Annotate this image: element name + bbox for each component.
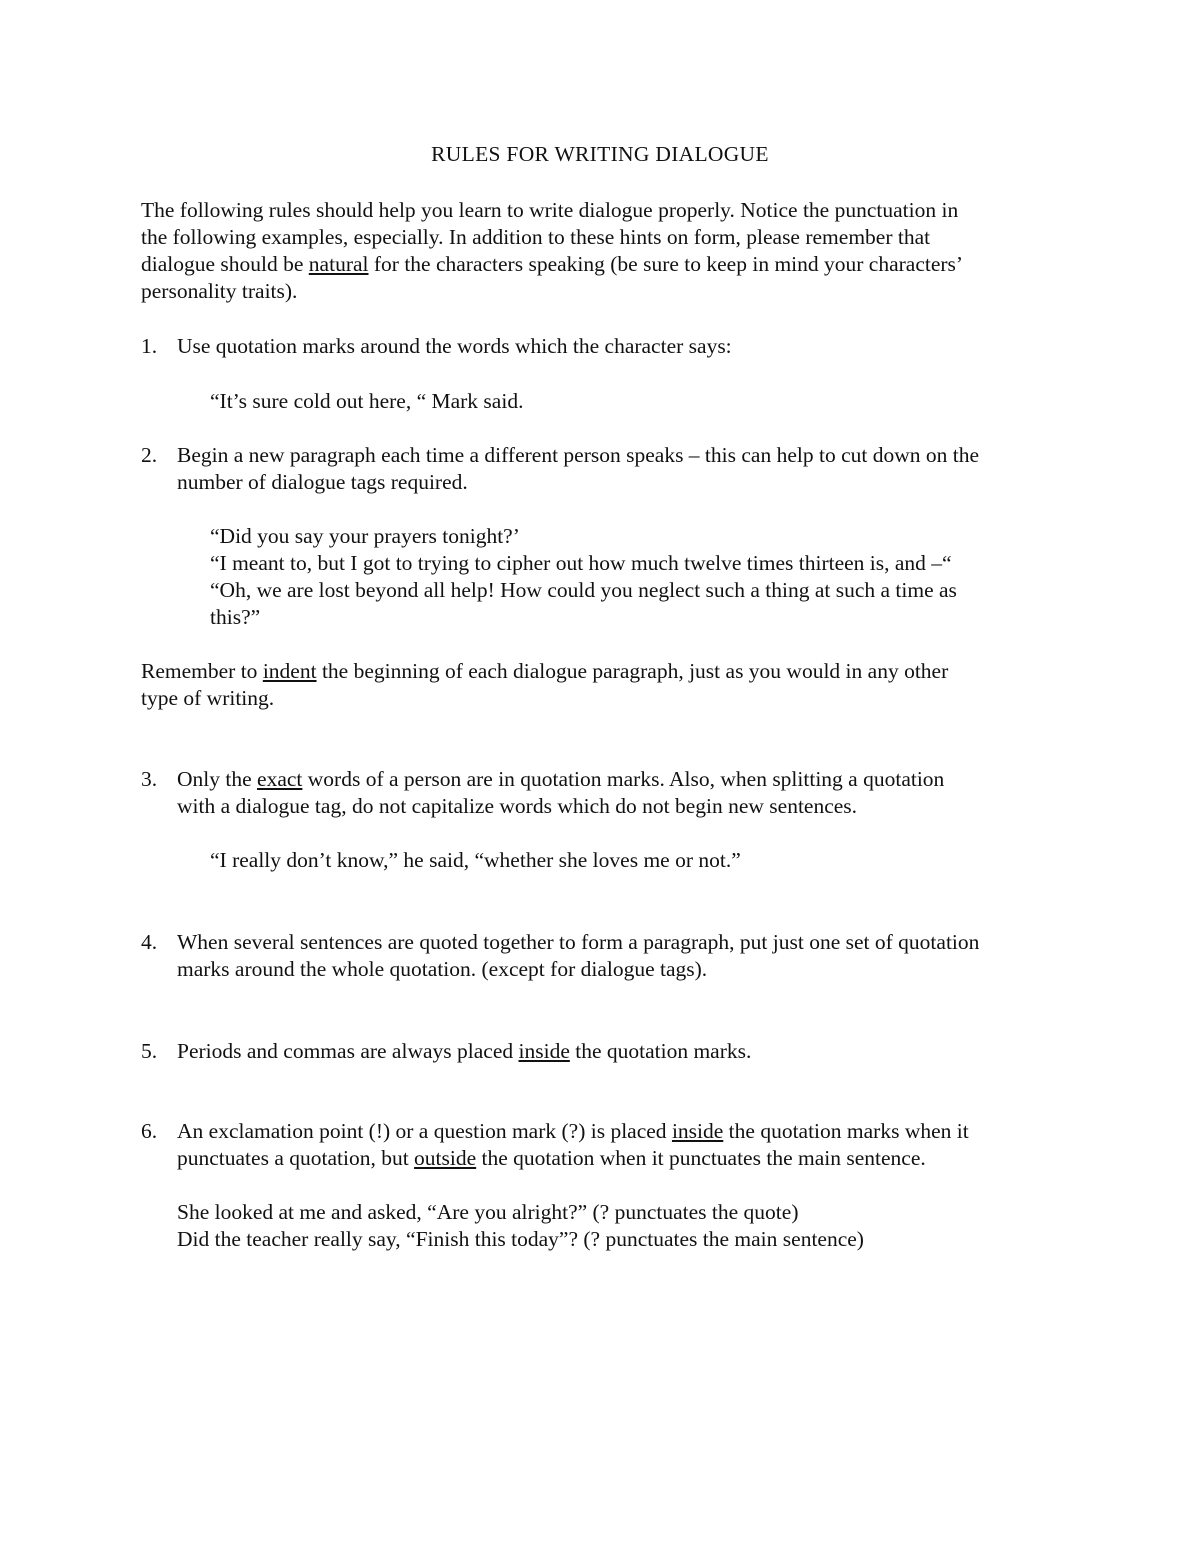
rule-5-text-start: Periods and commas are always placed (177, 1039, 519, 1063)
rule-2-example-3b: this?” (210, 605, 261, 629)
rule-1-example: “It’s sure cold out here, “ Mark said. (210, 389, 524, 413)
underlined-inside: inside (518, 1039, 570, 1063)
rule-6-line-1-start: An exclamation point (!) or a question mark (?) is placed (177, 1119, 672, 1143)
reminder-line-1-end: the beginning of each dialogue paragraph, just as you would in any other (316, 659, 949, 683)
rule-1-number: 1. (141, 334, 158, 358)
rule-3-line-2: with a dialogue tag, do not capitalize words which do not begin new sentences. (177, 794, 858, 818)
rule-2-example-3a: “Oh, we are lost beyond all help! How could you neglect such a thing at such a time as (210, 578, 957, 602)
rule-5-text-end: the quotation marks. (569, 1039, 752, 1063)
rule-3-line-1-start: Only the (177, 767, 258, 791)
rule-5-text (177, 1038, 751, 1065)
rule-2-line-1: Begin a new paragraph each time a different person speaks – this can help to cut down on the (177, 443, 980, 467)
underlined-indent: indent (262, 659, 317, 683)
intro-line-3 (141, 251, 963, 278)
rule-2-example-2: “I meant to, but I got to trying to cipher out how much twelve times thirteen is, and –“ (210, 551, 952, 575)
reminder-line-1-start: Remember to (141, 659, 263, 683)
intro-line-1: The following rules should help you learn to write dialogue properly. Notice the punctuation in (141, 198, 959, 222)
intro-line-4: personality traits). (141, 279, 298, 303)
rule-6-line-2 (177, 1145, 926, 1172)
rule-2-example-1: “Did you say your prayers tonight?’ (210, 524, 520, 548)
reminder-line-2: type of writing. (141, 686, 275, 710)
rule-6-number: 6. (141, 1119, 158, 1143)
underlined-outside: outside (414, 1146, 477, 1170)
rule-6-line-1-end: the quotation marks when it (723, 1119, 969, 1143)
rule-6-line-2-end: the quotation when it punctuates the main sentence. (476, 1146, 926, 1170)
rule-3-example: “I really don’t know,” he said, “whether she loves me or not.” (210, 848, 741, 872)
rule-6-example-2: Did the teacher really say, “Finish this today”? (? punctuates the main sentence) (177, 1227, 864, 1251)
reminder-line-1 (141, 658, 948, 685)
rule-2-number: 2. (141, 443, 158, 467)
rule-3-line-1 (177, 766, 944, 793)
intro-line-3-start: dialogue should be (141, 252, 309, 276)
rule-4-line-2: marks around the whole quotation. (except for dialogue tags). (177, 957, 708, 981)
rule-6-example-1: She looked at me and asked, “Are you alright?” (? punctuates the quote) (177, 1200, 799, 1224)
underlined-natural: natural (308, 252, 369, 276)
intro-line-2: the following examples, especially. In addition to these hints on form, please remember that (141, 225, 931, 249)
rule-6-line-1 (177, 1118, 969, 1145)
rule-5-number: 5. (141, 1039, 158, 1063)
rule-3-line-1-end: words of a person are in quotation marks. Also, when splitting a quotation (302, 767, 945, 791)
rule-4-number: 4. (141, 930, 158, 954)
rule-6-line-2-start: punctuates a quotation, but (177, 1146, 415, 1170)
intro-line-3-end: for the characters speaking (be sure to keep in mind your characters’ (368, 252, 964, 276)
rule-1-text: Use quotation marks around the words which the character says: (177, 334, 732, 358)
underlined-exact: exact (257, 767, 303, 791)
underlined-inside: inside (671, 1119, 724, 1143)
page-title: RULES FOR WRITING DIALOGUE (431, 142, 769, 166)
rule-2-line-2: number of dialogue tags required. (177, 470, 468, 494)
rule-3-number: 3. (141, 767, 158, 791)
rule-4-line-1: When several sentences are quoted together to form a paragraph, put just one set of quotation (177, 930, 980, 954)
